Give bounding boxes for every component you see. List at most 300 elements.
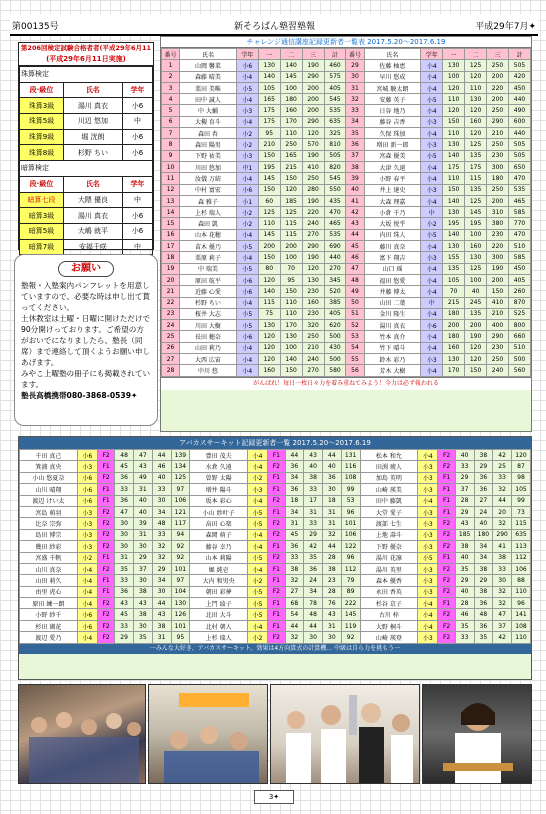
student-name: 芳木 大樹: [364, 365, 421, 376]
student-name: 安藤 英子: [364, 94, 421, 105]
student-name: 小野 紗千: [20, 609, 78, 620]
score-3: 200: [487, 195, 509, 206]
rank-number: 19: [162, 263, 180, 274]
notice-line: 土休教室は土曜・日曜に開けただけで90分開けっております。ご希望の方がおいでになりましたら、塾長（同席）まで連絡して頂くようお願い申しあげます。: [21, 314, 151, 367]
student-grade: 中: [421, 297, 443, 308]
score-total: 405: [508, 274, 530, 285]
score-3: 290: [487, 116, 509, 127]
student-grade: 小6: [77, 495, 97, 506]
exam-row: 暗算七段 大隈 優良 中: [20, 192, 153, 208]
time-2: 43: [134, 461, 153, 472]
course-level: F2: [97, 563, 114, 574]
rank-number: 40: [346, 184, 364, 195]
time-total: 119: [341, 620, 360, 631]
ranking-row: [162, 173, 531, 184]
student-name: 森本 優香: [360, 575, 418, 586]
student-grade: 小6: [421, 320, 443, 331]
ranking-row: [162, 252, 531, 263]
time-3: 32: [493, 484, 512, 495]
time-1: 36: [115, 495, 134, 506]
score-1: 175: [443, 161, 465, 172]
student-grade: 小4: [418, 598, 438, 609]
student-grade: 小5: [247, 586, 267, 597]
score-1: 140: [443, 150, 465, 161]
time-1: 33: [115, 575, 134, 586]
course-level: F2: [97, 632, 114, 643]
student-grade: 小4: [421, 71, 443, 82]
course-level: F2: [438, 518, 455, 529]
score-1: 150: [443, 116, 465, 127]
time-total: 113: [512, 541, 531, 552]
score-1: 60: [258, 195, 280, 206]
student-name: 藤川 真奈: [364, 241, 421, 252]
score-total: 525: [508, 308, 530, 319]
student-name: 小倉 千乃: [364, 207, 421, 218]
student-name: 渡辺 愛乃: [20, 632, 78, 643]
time-1: 44: [285, 620, 304, 631]
course-level: F2: [97, 541, 114, 552]
course-level: F1: [268, 484, 285, 495]
score-total: 450: [508, 82, 530, 93]
score-1: 130: [258, 320, 280, 331]
rank-number: 36: [346, 139, 364, 150]
ranking-row: [162, 286, 531, 297]
exam-title: 第206回検定試験合格者者(平成29年6月11 (平成29年6月11日実施): [19, 43, 153, 66]
course-level: F2: [97, 472, 114, 483]
photo-students-group: [18, 684, 146, 784]
time-2: 42: [304, 541, 323, 552]
student-name: 箕浦 真央: [20, 461, 78, 472]
student-grade: 小2: [236, 207, 258, 218]
student-name: 湯川 英里: [360, 563, 418, 574]
time-1: 32: [285, 575, 304, 586]
abacus-footer: 一みんな大好き、アバカスサーキット。効果は4方向算式の計算機… 中級は自ら力を挑もう一: [19, 644, 531, 654]
time-total: 126: [171, 609, 190, 620]
rank-number: 26: [162, 342, 180, 353]
student-name: 杉野 ちい: [180, 297, 237, 308]
student-name: 北田 大斗: [190, 609, 248, 620]
rank-number: 31: [346, 82, 364, 93]
score-1: 105: [258, 82, 280, 93]
exam-row: 暗算5級 大嶋 就平 小6: [20, 223, 153, 239]
score-3: 200: [487, 94, 509, 105]
score-2: 110: [280, 128, 302, 139]
score-2: 170: [280, 320, 302, 331]
abacus-row: [20, 598, 531, 609]
time-2: 78: [304, 598, 323, 609]
score-2: 115: [280, 218, 302, 229]
student-name: 竹下 晴斗: [364, 342, 421, 353]
score-total: 560: [508, 365, 530, 376]
student-name: 栗原 莉子: [180, 252, 237, 263]
student-grade: 小4: [421, 105, 443, 116]
score-3: 200: [302, 82, 324, 93]
score-total: 585: [508, 252, 530, 263]
student-name: 大坂 悦乎: [364, 218, 421, 229]
student-name: 田中 誠人: [180, 94, 237, 105]
time-2: 37: [134, 563, 153, 574]
student-name: 藤谷 幸乃: [190, 541, 248, 552]
student-grade: 小6: [236, 60, 258, 71]
student-name: 佐藤 柚恵: [364, 60, 421, 71]
student-name: 山口 瑶: [364, 263, 421, 274]
time-2: 44: [304, 620, 323, 631]
abacus-row: [20, 620, 531, 631]
time-3: 30: [152, 586, 171, 597]
score-1: 145: [258, 173, 280, 184]
score-2: 100: [465, 229, 487, 240]
rank-number: 21: [162, 286, 180, 297]
time-2: 17: [304, 495, 323, 506]
time-2: 48: [474, 609, 493, 620]
score-3: 130: [302, 274, 324, 285]
student-name: 北村 朝人: [190, 620, 248, 631]
student-grade: 小4: [77, 598, 97, 609]
notice-box: [14, 254, 158, 426]
score-2: 145: [280, 71, 302, 82]
abacus-row: [20, 506, 531, 517]
score-total: 260: [508, 286, 530, 297]
rank-number: 25: [162, 331, 180, 342]
time-3: 290: [493, 529, 512, 540]
course-level: F2: [438, 575, 455, 586]
score-3: 250: [302, 173, 324, 184]
course-level: F2: [438, 620, 455, 631]
student-name: 原田 練一朗: [20, 598, 78, 609]
course-level: F2: [268, 529, 285, 540]
ranking-row: [162, 354, 531, 365]
student-name: 中 瑞美: [180, 263, 237, 274]
course-level: F1: [268, 609, 285, 620]
rank-number: 8: [162, 139, 180, 150]
student-grade: 小3: [77, 461, 97, 472]
score-total: 510: [508, 342, 530, 353]
score-3: 200: [302, 105, 324, 116]
score-2: 125: [465, 195, 487, 206]
time-2: 34: [474, 552, 493, 563]
score-2: 40: [465, 286, 487, 297]
student-grade: 小5: [247, 552, 267, 563]
time-1: 29: [455, 506, 474, 517]
student-grade: 小3: [418, 632, 438, 643]
student-grade: 小2: [247, 472, 267, 483]
time-3: 30: [493, 575, 512, 586]
time-2: 29: [304, 529, 323, 540]
score-3: 210: [487, 308, 509, 319]
abacus-row: [20, 632, 531, 643]
time-3: 18: [323, 495, 342, 506]
ranking-row: [162, 94, 531, 105]
student-grade: 小5: [418, 552, 438, 563]
time-2: 33: [304, 518, 323, 529]
student-name: 早川 悠成: [364, 71, 421, 82]
time-total: 141: [512, 609, 531, 620]
score-total: 470: [324, 207, 346, 218]
time-3: 48: [152, 518, 171, 529]
score-3: 290: [302, 71, 324, 82]
time-total: 95: [171, 632, 190, 643]
student-grade: 小3: [77, 529, 97, 540]
course-level: F2: [438, 541, 455, 552]
student-name: 豊田 茂夫: [190, 450, 248, 461]
student-name: 大津 久遠: [364, 161, 421, 172]
time-3: 36: [323, 472, 342, 483]
student-grade: 小6: [236, 274, 258, 285]
time-1: 36: [115, 586, 134, 597]
score-total: 500: [324, 331, 346, 342]
score-2: 145: [465, 207, 487, 218]
score-2: 150: [280, 365, 302, 376]
time-2: 30: [134, 620, 153, 631]
time-total: 112: [512, 552, 531, 563]
exam-results-panel: [18, 42, 154, 250]
score-2: 190: [465, 331, 487, 342]
time-3: 44: [152, 598, 171, 609]
student-grade: 小5: [236, 82, 258, 93]
score-2: 115: [280, 229, 302, 240]
score-3: 290: [487, 331, 509, 342]
time-total: 105: [512, 484, 531, 495]
score-2: 120: [280, 184, 302, 195]
score-total: 550: [324, 184, 346, 195]
time-total: 116: [341, 461, 360, 472]
time-1: 33: [455, 632, 474, 643]
time-3: 32: [493, 586, 512, 597]
rank-number: 6: [162, 116, 180, 127]
course-level: F2: [268, 461, 285, 472]
time-2: 38: [304, 472, 323, 483]
course-level: F2: [97, 518, 114, 529]
time-total: 110: [512, 586, 531, 597]
score-1: 195: [258, 161, 280, 172]
score-3: 250: [487, 105, 509, 116]
student-grade: 小3: [421, 184, 443, 195]
student-grade: 小5: [236, 241, 258, 252]
exam-table: 珠算検定 段·級位 氏名 学年 珠算3級 湯川 真衣 小6 珠算5級 川辺 悠加 中 珠算9級 堀 洸朗 小6 珠算8級 杉野 ちい 小6 暗算検定 段·級位 氏名 学年 暗算七段 大隈 優良 中 暗算3級 湯川 真衣 小6 暗算5級 大嶋 就平 小6 暗算7級 安福千咲 中: [19, 66, 153, 255]
student-grade: 小2: [247, 575, 267, 586]
student-name: 杉田 瑚花: [20, 620, 78, 631]
score-1: 75: [258, 308, 280, 319]
ranking-row: [162, 297, 531, 308]
score-1: 195: [443, 218, 465, 229]
student-grade: 小3: [418, 484, 438, 495]
time-1: 48: [115, 450, 134, 461]
score-1: 160: [258, 365, 280, 376]
score-3: 230: [487, 342, 509, 353]
score-2: 125: [465, 263, 487, 274]
rank-number: 53: [346, 331, 364, 342]
time-total: 125: [171, 472, 190, 483]
time-3: 30: [323, 632, 342, 643]
student-grade: 小3: [418, 518, 438, 529]
ranking-title: チャレンジ通信講座記録更新者一覧表 2017.5.20〜2017.6.19: [161, 37, 531, 48]
time-3: 42: [493, 632, 512, 643]
time-total: 92: [341, 632, 360, 643]
student-name: 宮森 優美: [364, 150, 421, 161]
student-name: 桜井 大志: [180, 308, 237, 319]
score-3: 230: [487, 229, 509, 240]
student-grade: 小4: [421, 128, 443, 139]
score-3: 320: [302, 320, 324, 331]
score-3: 120: [302, 263, 324, 274]
student-name: 曽野 太陽: [190, 472, 248, 483]
notice-line: 塾報・入塾案内パンフレットを用意していますので、必要な時は申し出て貰ってください。: [21, 281, 150, 312]
course-level: F2: [438, 563, 455, 574]
time-2: 49: [134, 472, 153, 483]
time-3: 25: [493, 461, 512, 472]
time-total: 106: [341, 529, 360, 540]
student-grade: 小4: [247, 529, 267, 540]
time-1: 30: [115, 518, 134, 529]
course-level: F2: [438, 632, 455, 643]
score-3: 220: [487, 241, 509, 252]
course-level: F2: [438, 609, 455, 620]
time-1: 28: [455, 495, 474, 506]
student-grade: 小6: [77, 472, 97, 483]
score-total: 600: [508, 116, 530, 127]
student-grade: 小5: [421, 150, 443, 161]
student-name: 上門 綾子: [190, 598, 248, 609]
time-3: 31: [323, 506, 342, 517]
score-1: 110: [258, 218, 280, 229]
student-grade: 小4: [236, 354, 258, 365]
score-2: 120: [465, 342, 487, 353]
score-2: 125: [280, 207, 302, 218]
score-3: 180: [487, 173, 509, 184]
time-3: 29: [152, 563, 171, 574]
time-2: 39: [134, 518, 153, 529]
student-name: 栗田 美唯: [180, 82, 237, 93]
student-grade: 小4: [418, 495, 438, 506]
student-grade: 小3: [418, 586, 438, 597]
student-grade: 小3: [236, 105, 258, 116]
score-3: 250: [302, 331, 324, 342]
student-name: 山田 莉乃: [180, 342, 237, 353]
score-2: 140: [280, 354, 302, 365]
score-1: 120: [443, 105, 465, 116]
score-2: 120: [465, 354, 487, 365]
student-grade: 小4: [236, 297, 258, 308]
time-2: 35: [304, 552, 323, 563]
course-level: F2: [438, 461, 455, 472]
time-3: 31: [323, 518, 342, 529]
time-2: 180: [474, 529, 493, 540]
score-2: 100: [280, 252, 302, 263]
rank-number: 3: [162, 82, 180, 93]
student-name: 上地 壽斗: [360, 529, 418, 540]
score-3: 280: [302, 184, 324, 195]
score-1: 100: [443, 71, 465, 82]
score-total: 460: [324, 60, 346, 71]
time-3: 38: [323, 563, 342, 574]
time-2: 38: [134, 609, 153, 620]
student-name: 竹本 真介: [364, 331, 421, 342]
score-1: 110: [443, 173, 465, 184]
time-2: 40: [474, 518, 493, 529]
student-grade: 小3: [77, 541, 97, 552]
student-name: 水倉 久遠: [190, 461, 248, 472]
time-total: 99: [341, 484, 360, 495]
abacus-row: [20, 529, 531, 540]
student-grade: 小4: [247, 563, 267, 574]
time-total: 99: [512, 495, 531, 506]
student-grade: 小5: [421, 94, 443, 105]
ranking-row: [162, 60, 531, 71]
score-1: 175: [258, 116, 280, 127]
ranking-row: [162, 331, 531, 342]
time-2: 36: [474, 620, 493, 631]
student-grade: 小5: [247, 506, 267, 517]
student-grade: 小5: [236, 263, 258, 274]
time-2: 29: [134, 552, 153, 563]
student-grade: 小6: [77, 620, 97, 631]
score-total: 440: [508, 94, 530, 105]
student-grade: 小5: [247, 518, 267, 529]
time-total: 96: [341, 506, 360, 517]
student-name: 森藤 晴美: [180, 71, 237, 82]
abacus-row: [20, 518, 531, 529]
rank-number: 20: [162, 274, 180, 285]
score-total: 575: [324, 71, 346, 82]
score-2: 95: [280, 274, 302, 285]
score-total: 405: [324, 82, 346, 93]
course-level: F1: [438, 472, 455, 483]
time-1: 38: [455, 541, 474, 552]
score-3: 190: [302, 252, 324, 263]
time-3: 33: [493, 563, 512, 574]
student-grade: 小4: [421, 365, 443, 376]
student-name: 川田 大樹: [180, 320, 237, 331]
ranking-row: [162, 184, 531, 195]
student-grade: 小2: [236, 218, 258, 229]
abacus-row: [20, 495, 531, 506]
score-3: 190: [302, 60, 324, 71]
score-1: 105: [443, 274, 465, 285]
abacus-row: [20, 575, 531, 586]
student-name: 小野 春平: [364, 173, 421, 184]
student-name: 汝儀 万結: [180, 173, 237, 184]
course-level: F2: [438, 586, 455, 597]
time-2: 34: [474, 541, 493, 552]
time-1: 29: [455, 472, 474, 483]
score-2: 170: [280, 116, 302, 127]
score-total: 620: [324, 320, 346, 331]
newsletter-title: 新そろばん塾習塾報: [234, 22, 316, 32]
time-1: 68: [285, 598, 304, 609]
time-2: 34: [304, 586, 323, 597]
course-level: F2: [97, 598, 114, 609]
student-grade: 小3: [77, 506, 97, 517]
student-grade: 小4: [421, 308, 443, 319]
score-1: 180: [443, 308, 465, 319]
time-1: 45: [115, 609, 134, 620]
ranking-header-row: 番号 氏名 学年 一 二 三 計 番号 氏名 学年 一 二 三 計: [162, 49, 531, 60]
time-1: 45: [285, 529, 304, 540]
course-level: F2: [268, 552, 285, 563]
student-grade: 小2: [247, 632, 267, 643]
student-grade: 小4: [421, 60, 443, 71]
time-1: 44: [285, 450, 304, 461]
score-3: 190: [302, 195, 324, 206]
course-level: F1: [97, 575, 114, 586]
time-total: 98: [512, 472, 531, 483]
score-3: 410: [302, 161, 324, 172]
time-total: 108: [341, 472, 360, 483]
student-grade: 小4: [421, 274, 443, 285]
time-1: 43: [455, 518, 474, 529]
course-level: F1: [268, 541, 285, 552]
score-1: 120: [443, 82, 465, 93]
